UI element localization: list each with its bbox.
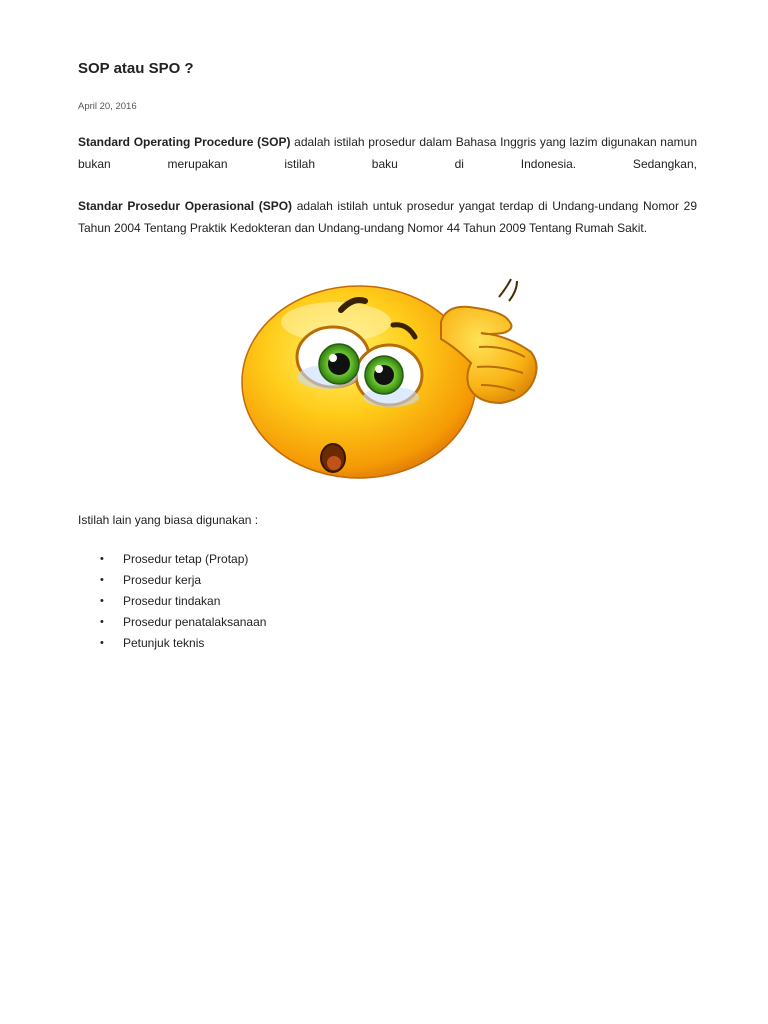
list-item-label: Prosedur penatalaksanaan <box>123 615 267 629</box>
bullet-icon: • <box>100 574 104 586</box>
post-date: April 20, 2016 <box>78 101 137 112</box>
paragraph-spo-text: adalah istilah untuk prosedur yangat terdap di Undang-undang Nomor 29 Tahun 2004 Tentang Praktik Kedokteran dan Undang-undang Nomor 44 Tahun 2009 Tentang Rumah Sakit. <box>78 199 697 235</box>
list-item <box>78 570 266 591</box>
paragraph-sop-text: adalah istilah prosedur dalam Bahasa Inggris yang lazim digunakan namun bukan merupakan istilah baku di Indonesia. Sedangkan, <box>78 135 698 171</box>
list-item-label: Prosedur kerja <box>123 573 202 587</box>
paragraph-spo <box>78 196 697 239</box>
term-sop: Standard Operating Procedure (SOP) <box>78 135 291 149</box>
bullet-icon: • <box>100 616 104 628</box>
list-item <box>78 549 266 570</box>
list-item <box>78 612 266 633</box>
list-item <box>78 591 266 612</box>
list-item-label: Petunjuk teknis <box>123 636 205 650</box>
term-spo: Standar Prosedur Operasional (SPO) <box>78 199 293 213</box>
list-item-label: Prosedur tetap (Protap) <box>123 552 249 566</box>
page-title: SOP atau SPO ? <box>78 60 194 77</box>
confused-emoji-icon <box>241 277 541 487</box>
list-item <box>78 633 266 654</box>
bullet-icon: • <box>100 595 104 607</box>
bullet-icon: • <box>100 637 104 649</box>
paragraph-sop <box>78 132 697 175</box>
terms-list <box>78 549 266 654</box>
list-intro: Istilah lain yang biasa digunakan : <box>78 513 259 527</box>
list-item-label: Prosedur tindakan <box>123 594 221 608</box>
bullet-icon: • <box>100 553 104 565</box>
